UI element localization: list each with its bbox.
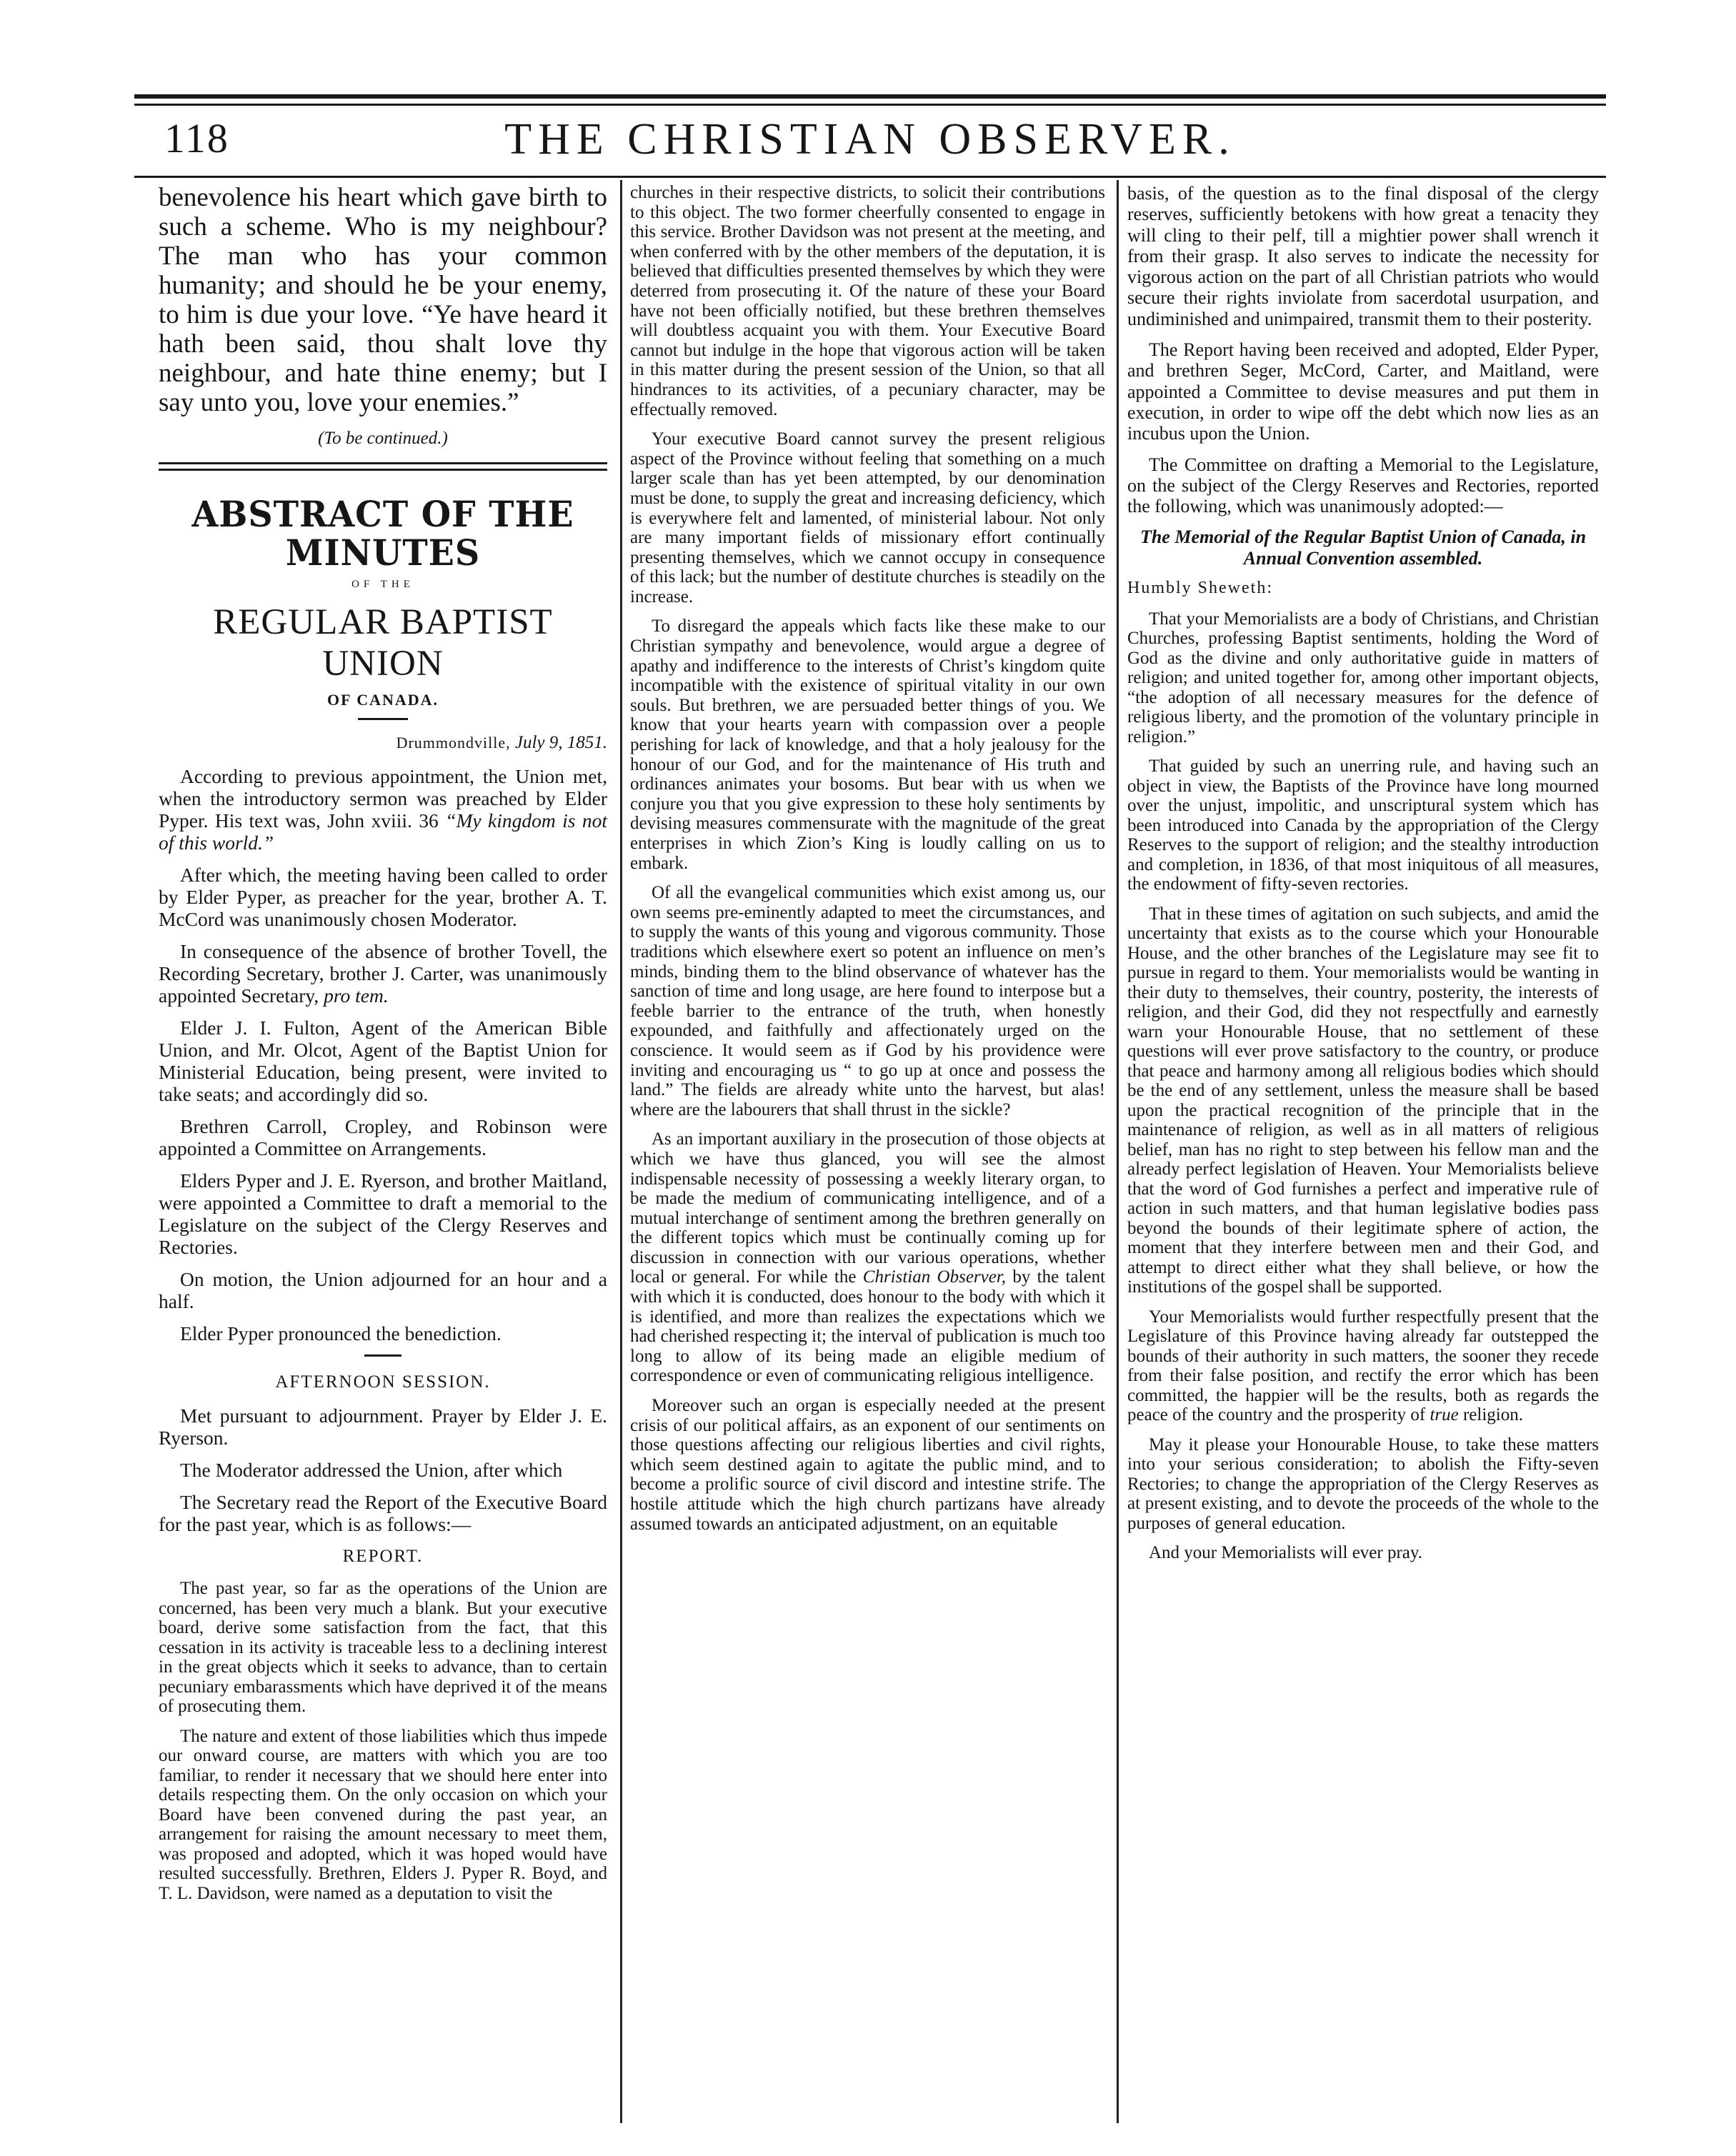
paragraph	[630, 1129, 1105, 1386]
memorial-title: The Memorial of the Regular Baptist Union of Canada, in Annual Convention assembled.	[1139, 526, 1587, 569]
paragraph: May it please your Honourable House, to take these matters into your serious consideration; to abolish the Fifty-seven Rectories; to change the appropriation of the Clergy Reserves as at present existing, and to devote the proceeds of the whole to the purposes of general education.	[1127, 1434, 1599, 1533]
paragraph-text: In consequence of the absence of brother Tovell, the Recording Secretary, brother J. Carter, was unanimously appointed Secretary,	[159, 940, 607, 1007]
column-divider	[620, 180, 622, 2123]
section-heading: REPORT.	[342, 1547, 424, 1566]
paragraph: The Secretary read the Report of the Executive Board for the past year, which is as follows:—	[159, 1491, 607, 1535]
column-3	[1127, 183, 1599, 1573]
dateline-date: July 9, 1851.	[514, 733, 607, 752]
paragraph-text: According to previous appointment, the Union met, when the introductory sermon was preached by Elder Pyper. His text was, John xviii. 36	[159, 765, 607, 832]
paragraph: The Committee on drafting a Memorial to the Legislature, on the subject of the Clergy Reserves and Rectories, reported the following, which was unanimously adopted:—	[1127, 454, 1599, 517]
paragraph: On motion, the Union adjourned for an hour and a half.	[159, 1268, 607, 1312]
article-title-connector: OF THE	[351, 579, 414, 590]
paragraph: Elder J. I. Fulton, Agent of the American Bible Union, and Mr. Olcot, Agent of the Baptist Union for Ministerial Education, being present, were invited to take seats; and accordingly did so.	[159, 1017, 607, 1105]
top-rule-thick	[134, 94, 1606, 99]
paragraph: churches in their respective districts, to solicit their contributions to this object. The two former cheerfully consented to engage in this service. Brother Davidson was not present at the meeting, and when conferred with by the other members of the deputation, it is believed that difficulties presented themselves by which they were deterred from prosecuting it. Of the nature of these your Board have not been officially notified, but these brethren themselves will doubtless acquaint you with them. Your Executive Board cannot but indulge in the hope that vigorous action will be taken in this matter during the present session of the Union, so that all hindrances to its activities, of a pecuniary character, may be effectually removed.	[630, 183, 1105, 419]
paragraph-text: religion.	[1462, 1405, 1523, 1425]
paragraph: That guided by such an unerring rule, and having such an object in view, the Baptists of the Province have long mourned over the unjust, impolitic, and unscriptural system which has been introduced into Canada by the appropriation of the Clergy Reserves to the support of religion; and the stealthy introduction and completion, in 1836, of that most iniquitous of all measures, the endowment of fifty-seven rectories.	[1127, 757, 1599, 894]
paragraph	[159, 940, 607, 1007]
section-double-rule	[159, 462, 607, 471]
column-1	[159, 183, 607, 1913]
paragraph: The past year, so far as the operations of the Union are concerned, has been very much a blank. But your executive board, derive some satisfaction from the fact, that this cessation in its activity is traceable less to a declining interest in the great objects which it seeks to advance, than to certain pecuniary embarassments which have deprived it of the means of prosecuting them.	[159, 1579, 607, 1716]
publication-name: Christian Observer,	[862, 1267, 1007, 1287]
paragraph: Of all the evangelical communities which exist among us, our own seems pre-eminently adapted to meet the circumstances, and to supply the wants of this young and vigorous community. Those traditions which elsewhere exert so potent an influence on men’s minds, binding them to the blind observance of whatever has the sanction of time and long usage, are here found to interpose but a feeble barrier to the entrance of the truth, when honestly expounded, and faithfully and affectionately urged on the conscience. It would seem as if God by his providence were inviting and encouraging us “ to go up at once and possess the land.” The fields are already white unto the harvest, but alas! where are the labourers that shall thrust in the sickle?	[630, 883, 1105, 1119]
paragraph	[1127, 1307, 1599, 1425]
page-header	[134, 114, 1606, 171]
paragraph: The Report having been received and adopted, Elder Pyper, and brethren Seger, McCord, Carter, and Maitland, were appointed a Committee to devise measures and put them in execution, in order to wipe off the debt which now lies as an incubus upon the Union.	[1127, 339, 1599, 444]
paragraph: And your Memorialists will ever pray.	[1149, 1543, 1423, 1563]
paragraph: Your executive Board cannot survey the present religious aspect of the Province without feeling that something on a much larger scale than has yet been attempted, by our denomination must be done, to supply the great and increasing deficiency, which is everywhere felt and lamented, of ministerial labour. Not only are many important fields of missionary effort continually presenting themselves, which we cannot occupy in consequence of this lack; but the number of destitute churches is steadily on the increase.	[630, 429, 1105, 607]
column-divider	[1117, 180, 1119, 2123]
paragraph: That your Memorialists are a body of Christians, and Christian Churches, professing Baptist sentiments, holding the Word of God as the divine and only authoritative guide in matters of religion; and united together for, among other important objects, “the adoption of all necessary measures for the defence of religious liberty, and the promotion of the voluntary principle in religion.”	[1127, 609, 1599, 747]
paragraph-text: As an important auxiliary in the prosecution of those objects at which we have thus glanced, you will see the almost indispensable necessity of possessing a weekly literary organ, to be made the medium of communicating intelligence, and of a mutual interchange of sentiment among the brethren generally on the different topics which must be continually coming up for discussion in connection with our various operations, whether local or general. For while the	[630, 1129, 1105, 1287]
paragraph: After which, the meeting having been called to order by Elder Pyper, as preacher for the year, brother A. T. McCord was unanimously chosen Moderator.	[159, 864, 607, 930]
scripture-quote: “My kingdom is not of this world.”	[159, 809, 607, 854]
paragraph-text: by the talent with which it is conducted, does honour to the body with which it is identified, and more than realizes the expectations which we had cherished respecting it; the interval of publication is much too long to allow of its being made an eligible medium of correspondence or even of communicating religious intelligence.	[630, 1267, 1106, 1386]
top-rule-thin	[134, 104, 1606, 106]
paragraph: To disregard the appeals which facts like these make to our Christian sympathy and benevolence, would argue a degree of apathy and indifference to the interests of Christ’s kingdom quite incompatible with the existence of spiritual vitality in our own souls. But brethren, we are persuaded better things of you. We know that your hearts yearn with compassion over a people perishing for lack of knowledge, and that a holy jealousy for the honour of our God, and for the maintenance of His truth and ordinances animates your bosoms. But bear with us when we conjure you that you give expression to these holy sentiments by devising measures commensurate with the magnitude of the great enterprises in which Zion’s King is loudly calling on us to embark.	[630, 617, 1105, 873]
page-number: 118	[164, 115, 229, 161]
section-heading: AFTERNOON SESSION.	[275, 1372, 491, 1392]
salutation: Humbly Sheweth:	[1127, 579, 1273, 598]
paragraph: basis, of the question as to the final disposal of the clergy reserves, sufficiently betokens with how great a tenacity they will cling to their pelf, till a mightier power shall wrench it from their grasp. It also serves to indicate the necessity for vigorous action on the part of all Christian patriots who would secure their rights inviolate from sacerdotal usurpation, and undiminished and unimpaired, transmit them to their posterity.	[1127, 183, 1599, 329]
latin-phrase: pro tem.	[324, 984, 389, 1007]
emphasis-word: true	[1430, 1405, 1459, 1425]
header-rule	[134, 176, 1606, 178]
paragraph: Moreover such an organ is especially needed at the present crisis of our political affairs, as an exponent of our sentiments on those questions affecting our religious liberties and civil rights, which seem destined again to agitate the public mind, and to become a prolific source of civil discord and intestine strife. The hostile attitude which the high church partizans have already assumed towards an anticipated adjustment, on an equitable	[630, 1396, 1105, 1534]
dateline-place: Drummondville,	[396, 734, 511, 752]
paragraph: Met pursuant to adjournment. Prayer by Elder J. E. Ryerson.	[159, 1404, 607, 1449]
publication-title: THE CHRISTIAN OBSERVER.	[504, 115, 1236, 164]
paragraph: The nature and extent of those liabilities which thus impede our onward course, are matters with which you are too familiar, to render it necessary that we should here enter into details respecting them. On the only occasion on which your Board have been convened during the past year, an arrangement for raising the amount necessary to meet them, was proposed and adopted, which it was hoped would have resulted successfully. Brethren, Elders J. Pyper R. Boyd, and T. L. Davidson, were named as a deputation to visit the	[159, 1726, 607, 1903]
to-be-continued: (To be continued.)	[318, 429, 448, 448]
paragraph: Elder Pyper pronounced the benediction.	[180, 1322, 502, 1344]
article-title: ABSTRACT OF THE MINUTES	[191, 493, 574, 574]
short-rule	[358, 718, 408, 720]
article-subtitle: REGULAR BAPTIST UNION	[213, 602, 553, 684]
short-rule	[364, 1354, 401, 1357]
paragraph	[159, 765, 607, 854]
article-subtitle-location: OF CANADA.	[326, 691, 439, 709]
paragraph: Elders Pyper and J. E. Ryerson, and brother Maitland, were appointed a Committee to draft a memorial to the Legislature on the subject of the Clergy Reserves and Rectories.	[159, 1169, 607, 1258]
paragraph: The Moderator addressed the Union, after which	[180, 1459, 563, 1481]
paragraph: That in these times of agitation on such subjects, and amid the uncertainty that exists as to the course which your Honourable House, and the other branches of the Legislature may see fit to pursue in regard to them. Your memorialists would be wanting in their duty to themselves, their country, posterity, the interests of religion, and their God, did they not respectfully and earnestly warn your Honourable House, that no settlement of these questions will ever prove satisfactory to the country, or produce that peace and harmony among all religious bodies which should be the end of any settlement, unless the measure shall be based upon the practical recognition of the principle that in the maintenance of religion, as well as in all matters of religious belief, man has no right to step between his fellow man and the already perfect legislation of Heaven. Your Memorialists believe that the word of God furnishes a perfect and imperative rule of action in such matters, and that human legislative bodies pass beyond the bounds of their legitimate sphere of action, the moment that they interfere between men and their God, and attempt to direct either what they shall believe, or how the institutions of the gospel shall be supported.	[1127, 904, 1599, 1297]
paragraph: Brethren Carroll, Cropley, and Robinson were appointed a Committee on Arrangements.	[159, 1115, 607, 1159]
column-2	[630, 183, 1105, 1544]
continued-paragraph: benevolence his heart which gave birth to such a scheme. Who is my neighbour? The man who has your common humanity; and should he be your enemy, to him is due your love. “Ye have heard it hath been said, thou shalt love thy neighbour, and hate thine enemy; but I say unto you, love your enemies.”	[159, 183, 607, 417]
dateline	[159, 732, 607, 754]
paragraph-text: Your Memorialists would further respectfully present that the Legislature of this Province having already far outstepped the bounds of their authority in such matters, the sooner they recede from their false position, and rectify the error which has been committed, the happier will be the results, both as regards the peace of the country and the prosperity of	[1127, 1307, 1599, 1425]
